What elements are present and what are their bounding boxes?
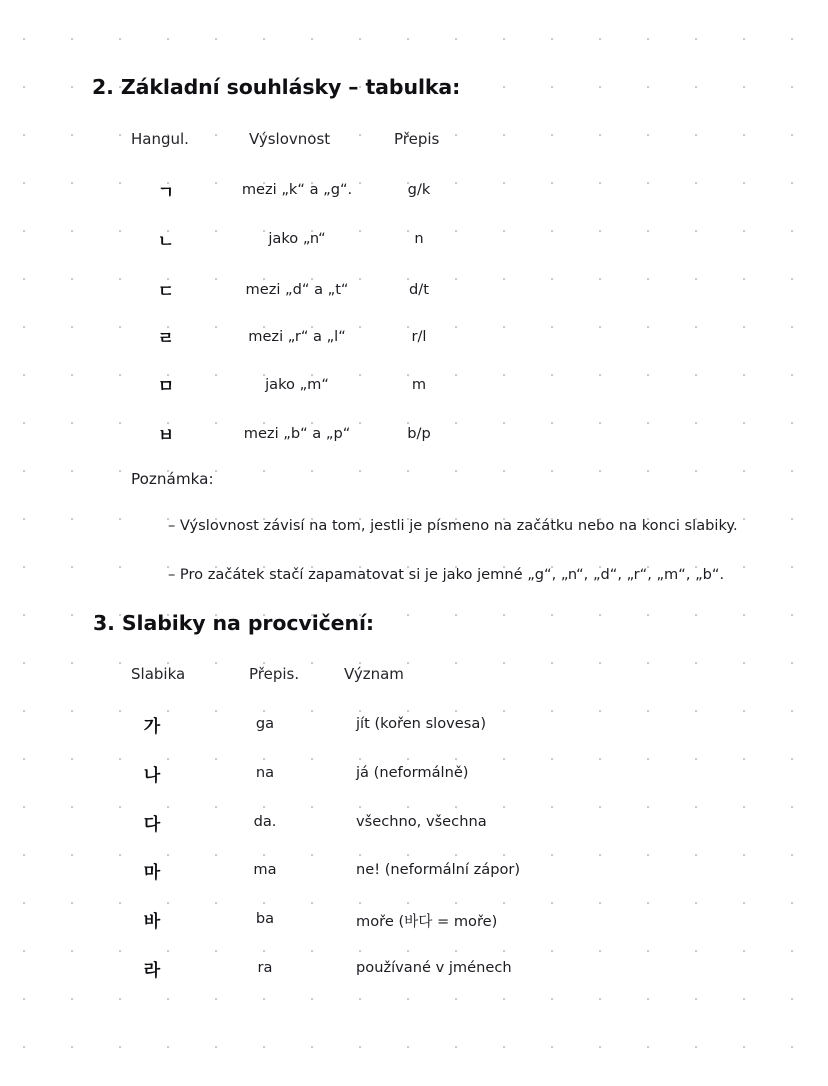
- consonant-row-transcription: b/p: [407, 425, 431, 442]
- consonant-table-header-hangul: Hangul.: [131, 130, 189, 148]
- consonant-row-transcription: d/t: [409, 281, 429, 298]
- syllable-row-syllable: 가: [143, 717, 161, 737]
- note-line: – Výslovnost závisí na tom, jestli je písmeno na začátku nebo na konci slabiky.: [168, 517, 738, 534]
- syllable-row-transcription: ra: [257, 959, 273, 976]
- syllable-row-syllable: 라: [143, 961, 161, 981]
- consonant-row-hangul: ㅁ: [157, 377, 175, 397]
- consonant-row-hangul: ㄴ: [157, 232, 175, 252]
- section-3-heading: 3. Slabiky na procvičení:: [93, 611, 374, 635]
- consonant-row-pronunciation: jako „m“: [265, 376, 329, 393]
- consonant-row-transcription: m: [411, 376, 427, 393]
- consonant-row-pronunciation: mezi „k“ a „g“.: [241, 181, 353, 198]
- consonant-row-pronunciation: mezi „b“ a „p“: [243, 425, 351, 442]
- note-label: Poznámka:: [131, 470, 214, 488]
- syllable-row-syllable: 다: [143, 815, 161, 835]
- consonant-row-transcription: r/l: [411, 328, 427, 345]
- note-line: – Pro začátek stačí zapamatovat si je jako jemné „g“, „n“, „d“, „r“, „m“, „b“.: [168, 566, 725, 583]
- syllable-row-syllable: 마: [143, 863, 161, 883]
- syllable-table-header-syllable: Slabika: [131, 665, 186, 683]
- consonant-row-hangul: ㄹ: [157, 329, 175, 349]
- syllable-row-meaning: moře (바다 = moře): [356, 913, 498, 930]
- syllable-row-syllable: 나: [143, 766, 161, 786]
- consonant-row-hangul: ㅂ: [157, 426, 175, 446]
- syllable-row-meaning: já (neformálně): [356, 764, 469, 781]
- consonant-row-transcription: g/k: [407, 181, 431, 198]
- syllable-table-header-transcription: Přepis.: [249, 665, 300, 683]
- syllable-row-meaning: ne! (neformální zápor): [356, 861, 521, 878]
- section-2-heading: 2. Základní souhlásky – tabulka:: [92, 75, 461, 99]
- syllable-row-meaning: používané v jménech: [356, 959, 512, 976]
- syllable-row-transcription: ba: [255, 910, 275, 927]
- syllable-row-transcription: ma: [253, 861, 277, 878]
- syllable-table-header-meaning: Význam: [344, 665, 404, 683]
- consonant-row-pronunciation: mezi „r“ a „l“: [248, 328, 346, 345]
- consonant-row-transcription: n: [414, 230, 424, 247]
- syllable-row-meaning: všechno, všechna: [356, 813, 487, 830]
- consonant-row-pronunciation: jako „n“: [268, 230, 326, 247]
- syllable-row-transcription: na: [255, 764, 275, 781]
- consonant-row-hangul: ㄷ: [157, 282, 175, 302]
- consonant-table-header-pronunciation: Výslovnost: [249, 130, 331, 148]
- syllable-row-meaning: jít (kořen slovesa): [356, 715, 487, 732]
- consonant-row-pronunciation: mezi „d“ a „t“: [245, 281, 349, 298]
- consonant-row-hangul: ㄱ: [157, 183, 175, 203]
- consonant-table-header-transcription: Přepis: [394, 130, 440, 148]
- syllable-row-transcription: ga: [255, 715, 275, 732]
- syllable-row-transcription: da.: [253, 813, 277, 830]
- syllable-row-syllable: 바: [143, 912, 161, 932]
